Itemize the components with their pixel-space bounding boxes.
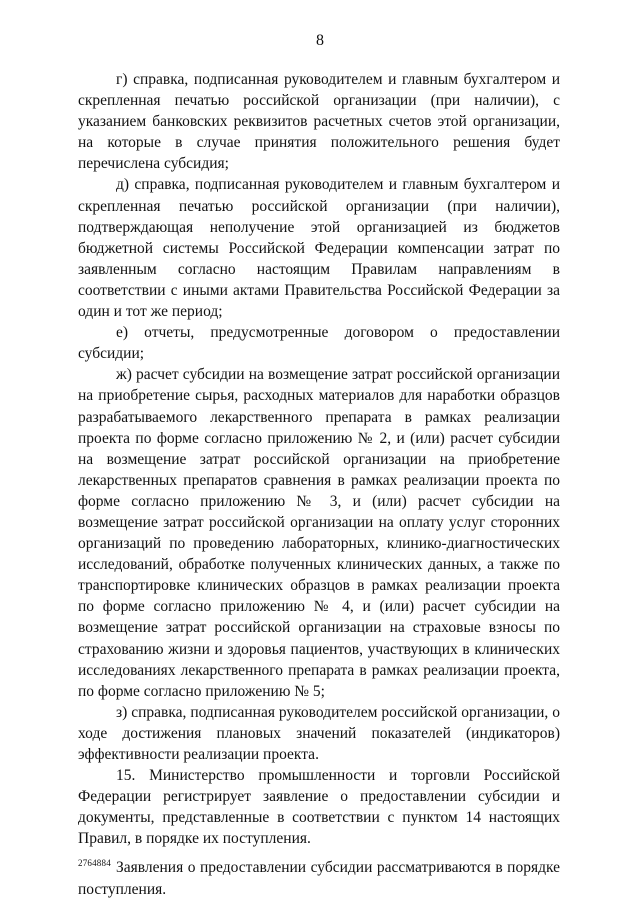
paragraph-item-zh: ж) расчет субсидии на возмещение затрат российской организации на приобретение сырья, расходных материалов для наработки образцов разрабатываемого лекарственного препарата в рамках реализации проекта по форме согласно приложению № 2, и (или) расчет субсидии на возмещение затрат российской организации на приобретение лекарственных препаратов сравнения в рамках реализации проекта по форме согласно приложению № 3, и (или) расчет субсидии на возмещение затрат российской организации на оплату услуг сторонних организаций по проведению лабораторных, клинико-диагностических исследований, обработке полученных клинических данных, а также по транспортировке клинических образцов в рамках реализации проекта по форме согласно приложению № 4, и (или) расчет субсидии на возмещение затрат российской организации на страховые взносы по страхованию жизни и здоровья пациентов, участвующих в клинических исследованиях лекарственного препарата в рамках реализации проекта, по форме согласно приложению № 5;: [78, 366, 560, 700]
paragraph-item-g: г) справка, подписанная руководителем и главным бухгалтером и скрепленная печатью российской организации (при наличии), с указанием банковских реквизитов расчетных счетов этой организации, на которые в случае принятия положительного решения будет перечислена субсидия;: [78, 71, 560, 173]
document-code: 2764884: [78, 858, 111, 868]
page-number: 8: [316, 32, 324, 49]
document-body: [78, 69, 560, 900]
paragraph-item-z: з) справка, подписанная руководителем российской организации, о ходе достижения плановых значений показателей (индикаторов) эффективности реализации проекта.: [78, 703, 560, 763]
paragraph-item-e: е) отчеты, предусмотренные договором о предоставлении субсидии;: [78, 324, 560, 363]
paragraph-applications-order: Заявления о предоставлении субсидии рассматриваются в порядке поступления.: [78, 859, 560, 898]
paragraph-clause-15: 15. Министерство промышленности и торговли Российской Федерации регистрирует заявление о предоставлении субсидии и документы, представленные в соответствии с пунктом 14 настоящих Правил, в порядке их поступления.: [78, 767, 560, 848]
paragraph-item-d: д) справка, подписанная руководителем и главным бухгалтером и скрепленная печатью российской организации (при наличии), подтверждающая неполучение этой организацией из бюджетов бюджетной системы Российской Федерации компенсации затрат по заявленным согласно настоящим Правилам направлениям в соответствии с иными актами Правительства Российской Федерации за один и тот же период;: [78, 176, 560, 321]
